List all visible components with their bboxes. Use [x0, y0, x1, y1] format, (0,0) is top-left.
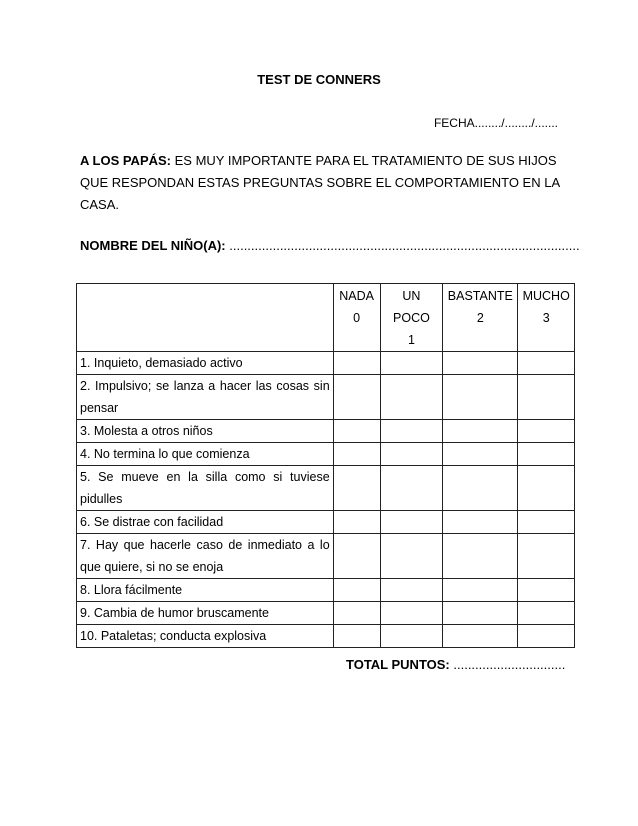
answer-cell-bastante[interactable]	[443, 375, 518, 420]
answer-cell-un-poco[interactable]	[380, 375, 443, 420]
answer-cell-un-poco[interactable]	[380, 579, 443, 602]
answer-cell-bastante[interactable]	[443, 352, 518, 375]
answer-cell-un-poco[interactable]	[380, 625, 443, 648]
answer-cell-un-poco[interactable]	[380, 420, 443, 443]
table-row	[77, 534, 575, 579]
header-label: NADA	[339, 289, 375, 303]
answer-cell-mucho[interactable]	[518, 420, 575, 443]
answer-cell-mucho[interactable]	[518, 375, 575, 420]
answer-cell-mucho[interactable]	[518, 466, 575, 511]
header-nada	[333, 284, 380, 352]
header-mucho	[518, 284, 575, 352]
answer-cell-nada[interactable]	[333, 466, 380, 511]
total-points-line	[346, 657, 565, 672]
total-points-label: TOTAL PUNTOS:	[346, 657, 450, 672]
table-row	[77, 443, 575, 466]
answer-cell-bastante[interactable]	[443, 466, 518, 511]
total-points-blank: ...............................	[449, 657, 566, 672]
intro-lead: A LOS PAPÁS:	[80, 153, 172, 168]
answer-cell-mucho[interactable]	[518, 625, 575, 648]
child-name-blank: .................................................................................................	[225, 238, 580, 253]
header-label: MUCHO	[522, 289, 570, 303]
child-name-label: NOMBRE DEL NIÑO(A):	[80, 238, 226, 253]
date-field: FECHA......../......../.......	[433, 116, 558, 130]
answer-cell-un-poco[interactable]	[380, 466, 443, 511]
item-text: 3. Molesta a otros niños	[77, 420, 334, 443]
intro-paragraph	[80, 150, 560, 216]
header-bastante	[443, 284, 518, 352]
answer-cell-mucho[interactable]	[518, 602, 575, 625]
answer-cell-nada[interactable]	[333, 511, 380, 534]
header-score: 2	[476, 311, 484, 325]
child-name-line	[80, 238, 580, 253]
answer-cell-bastante[interactable]	[443, 579, 518, 602]
answer-cell-bastante[interactable]	[443, 443, 518, 466]
document-title: TEST DE CONNERS	[257, 72, 381, 87]
header-label: BASTANTE	[447, 289, 513, 303]
answer-cell-nada[interactable]	[333, 579, 380, 602]
answer-cell-nada[interactable]	[333, 375, 380, 420]
answer-cell-nada[interactable]	[333, 420, 380, 443]
item-text: 8. Llora fácilmente	[77, 579, 334, 602]
table-row	[77, 579, 575, 602]
table-row	[77, 511, 575, 534]
answer-cell-un-poco[interactable]	[380, 534, 443, 579]
answer-cell-bastante[interactable]	[443, 420, 518, 443]
answer-cell-nada[interactable]	[333, 625, 380, 648]
table-row	[77, 375, 575, 420]
answer-cell-nada[interactable]	[333, 443, 380, 466]
item-text: 4. No termina lo que comienza	[77, 443, 334, 466]
item-text: 10. Pataletas; conducta explosiva	[77, 625, 334, 648]
answer-cell-un-poco[interactable]	[380, 602, 443, 625]
item-text: 1. Inquieto, demasiado activo	[77, 352, 334, 375]
answer-cell-un-poco[interactable]	[380, 352, 443, 375]
item-text: 5. Se mueve en la silla como si tuviese pidulles	[77, 466, 334, 511]
header-score: 1	[407, 333, 415, 347]
item-text: 6. Se distrae con facilidad	[77, 511, 334, 534]
header-row	[77, 284, 575, 352]
table-row	[77, 420, 575, 443]
answer-cell-mucho[interactable]	[518, 579, 575, 602]
answer-cell-mucho[interactable]	[518, 534, 575, 579]
answer-cell-mucho[interactable]	[518, 352, 575, 375]
answer-cell-mucho[interactable]	[518, 511, 575, 534]
header-label: UN POCO	[393, 289, 430, 325]
table-row	[77, 352, 575, 375]
item-text: 2. Impulsivo; se lanza a hacer las cosas sin pensar	[77, 375, 334, 420]
table-row	[77, 466, 575, 511]
table-row	[77, 625, 575, 648]
answer-cell-mucho[interactable]	[518, 443, 575, 466]
answer-cell-nada[interactable]	[333, 602, 380, 625]
answer-cell-bastante[interactable]	[443, 534, 518, 579]
header-empty-cell	[77, 284, 334, 352]
answer-cell-un-poco[interactable]	[380, 511, 443, 534]
answer-cell-un-poco[interactable]	[380, 443, 443, 466]
answer-cell-bastante[interactable]	[443, 511, 518, 534]
header-un-poco	[380, 284, 443, 352]
answer-cell-bastante[interactable]	[443, 625, 518, 648]
answer-cell-nada[interactable]	[333, 352, 380, 375]
table-row	[77, 602, 575, 625]
header-score: 3	[542, 311, 550, 325]
questionnaire-table	[76, 283, 575, 648]
item-text: 7. Hay que hacerle caso de inmediato a lo que quiere, si no se enoja	[77, 534, 334, 579]
intro-text: ES MUY IMPORTANTE PARA EL TRATAMIENTO DE SUS HIJOS QUE RESPONDAN ESTAS PREGUNTAS SOBRE EL COMPORTAMIENTO EN LA CASA.	[80, 153, 560, 212]
item-text: 9. Cambia de humor bruscamente	[77, 602, 334, 625]
answer-cell-nada[interactable]	[333, 534, 380, 579]
header-score: 0	[353, 311, 361, 325]
answer-cell-bastante[interactable]	[443, 602, 518, 625]
